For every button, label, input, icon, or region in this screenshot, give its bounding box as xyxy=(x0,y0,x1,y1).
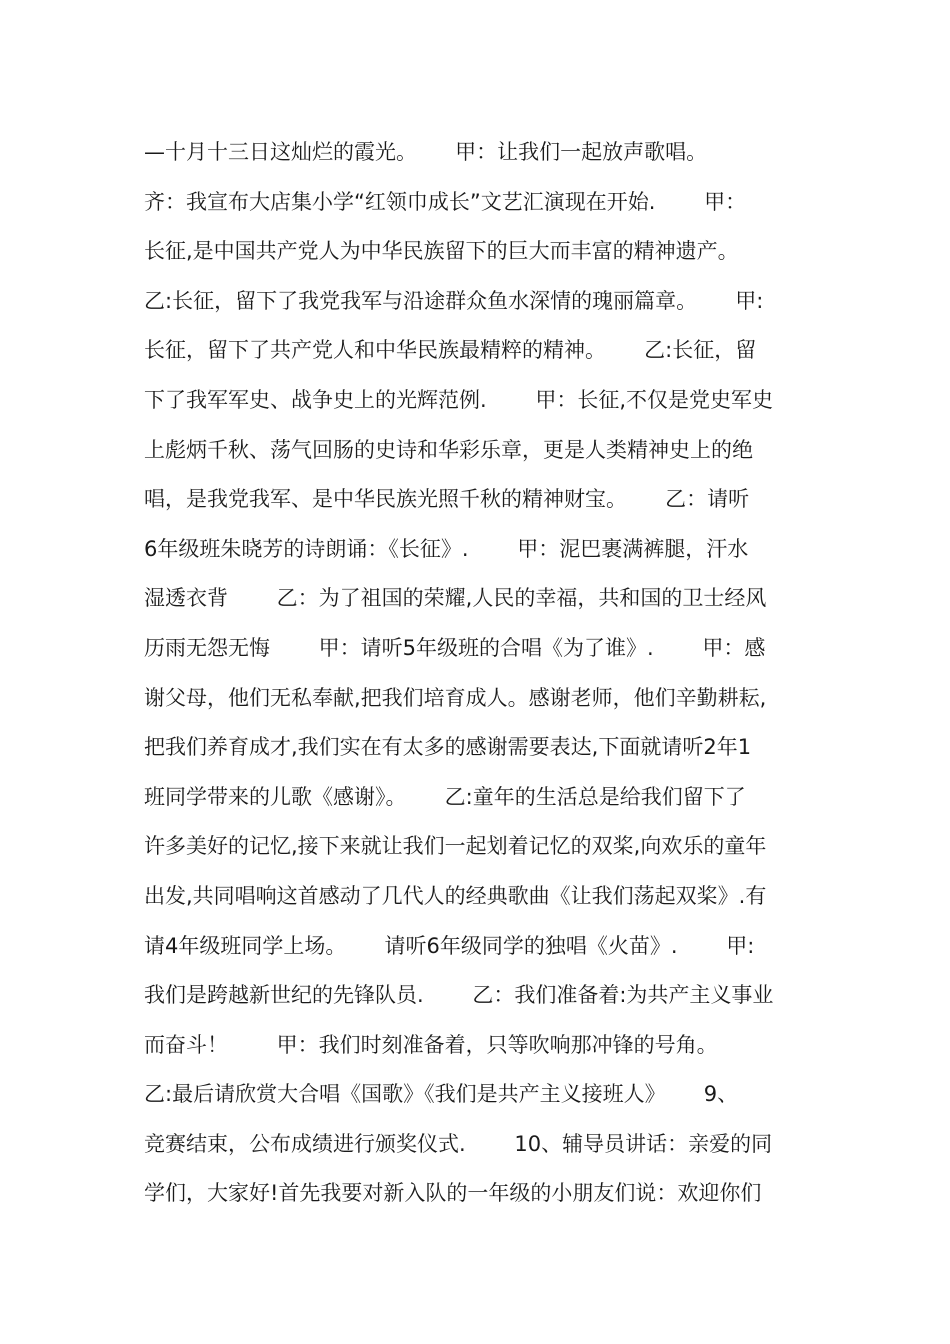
text-line: 许多美好的记忆,接下来就让我们一起划着记忆的双桨,向欢乐的童年 xyxy=(144,834,767,859)
text-line: 唱，是我党我军、是中华民族光照千秋的精神财宝。 乙：请听 xyxy=(144,487,750,512)
text-line: 长征,是中国共产党人为中华民族留下的巨大而丰富的精神遗产。 xyxy=(144,239,739,264)
text-line: 把我们养育成才,我们实在有太多的感谢需要表达,下面就请听2年1 xyxy=(144,735,752,760)
text-line: 乙:长征，留下了我党我军与沿途群众鱼水深情的瑰丽篇章。 甲: xyxy=(144,288,764,313)
text-line: 下了我军军史、战争史上的光辉范例. 甲：长征,不仅是党史军史 xyxy=(144,387,774,412)
text-line: 上彪炳千秋、荡气回肠的史诗和华彩乐章，更是人类精神史上的绝 xyxy=(144,437,753,462)
text-line: 出发,共同唱响这首感动了几代人的经典歌曲《让我们荡起双桨》.有 xyxy=(144,883,767,908)
text-line: —十月十三日这灿烂的霞光。 甲：让我们一起放声歌唱。 xyxy=(144,140,708,164)
text-line: 请4年级班同学上场。 请听6年级同学的独唱《火苗》. 甲: xyxy=(144,933,755,958)
text-line: 我们是跨越新世纪的先锋队员. 乙：我们准备着:为共产主义事业 xyxy=(144,983,774,1008)
text-line: 齐：我宣布大店集小学“红领巾成长”文艺汇演现在开始. 甲： xyxy=(144,189,747,214)
text-line: 6年级班朱晓芳的诗朗诵：《长征》. 甲：泥巴裹满裤腿，汗水 xyxy=(144,536,749,561)
text-line: 谢父母，他们无私奉献,把我们培育成人。感谢老师，他们辛勤耕耘, xyxy=(144,685,767,710)
text-line: 而奋斗！ 甲：我们时刻准备着，只等吹响那冲锋的号角。 xyxy=(144,1032,718,1057)
text-line: 乙:最后请欣赏大合唱《国歌》《我们是共产主义接班人》 9、 xyxy=(144,1082,739,1107)
text-line: 班同学带来的儿歌《感谢》。 乙:童年的生活总是给我们留下了 xyxy=(144,784,746,809)
document-body xyxy=(144,128,824,1219)
text-line: 湿透衣背 乙：为了祖国的荣耀,人民的幸福，共和国的卫士经风 xyxy=(144,586,767,611)
text-line: 长征，留下了共产党人和中华民族最精粹的精神。 乙:长征，留 xyxy=(144,338,757,363)
text-line: 竞赛结束，公布成绩进行颁奖仪式. 10、辅导员讲话：亲爱的同 xyxy=(144,1131,773,1156)
text-line: 历雨无怨无悔 甲：请听5年级班的合唱《为了谁》. 甲：感 xyxy=(144,635,766,660)
text-line: 学们，大家好!首先我要对新入队的一年级的小朋友们说：欢迎你们 xyxy=(144,1181,762,1206)
